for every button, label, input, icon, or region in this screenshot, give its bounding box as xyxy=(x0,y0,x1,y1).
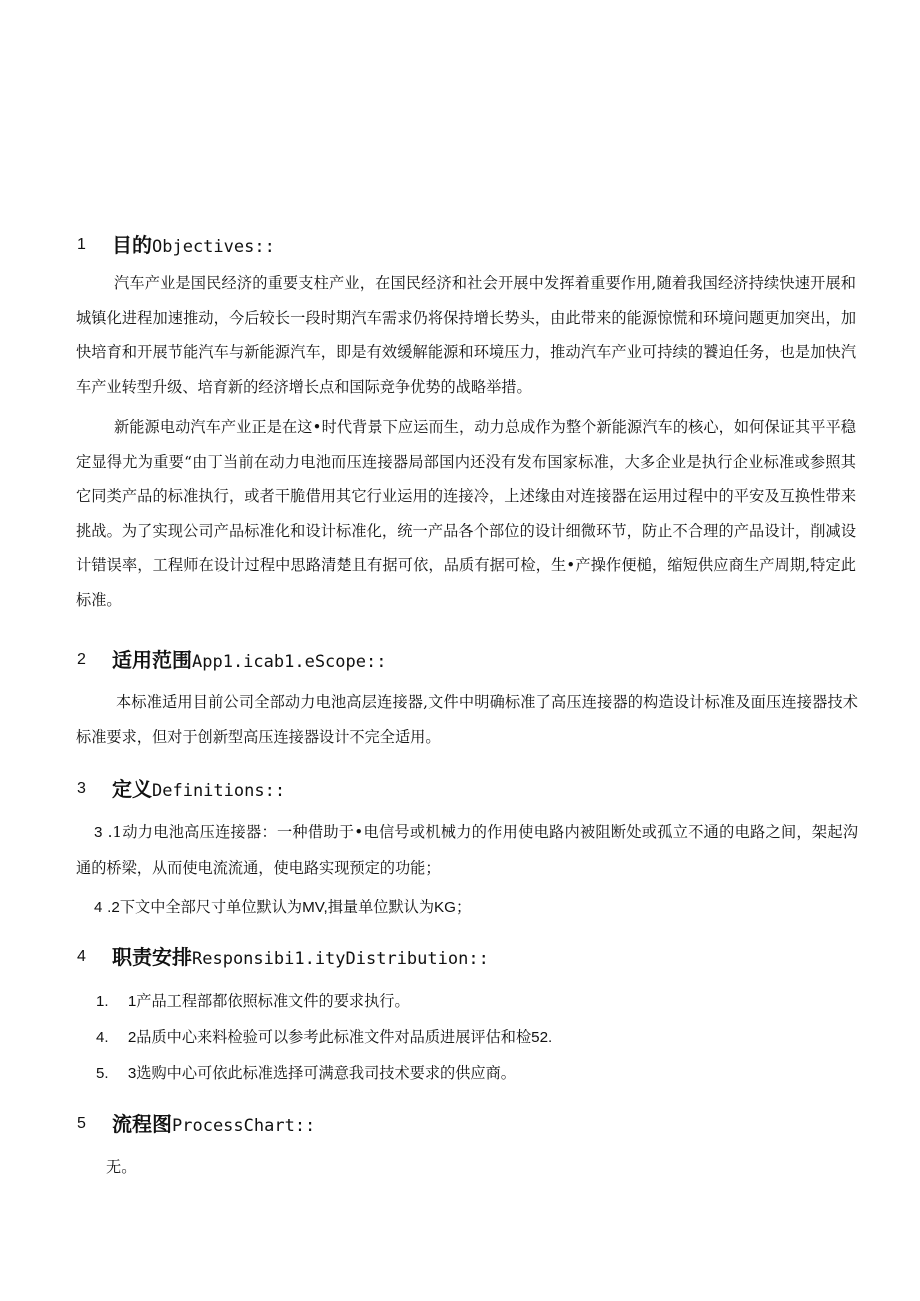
definition-item xyxy=(76,815,858,885)
definition-item-text: .2下文中全部尺寸单位默认为MV,揖量单位默认为KG； xyxy=(107,899,472,916)
responsibility-item xyxy=(96,984,410,1020)
responsibility-item-number: 5. xyxy=(96,1065,109,1082)
definition-item-number: 3 xyxy=(94,824,103,841)
objectives-paragraph-2: 新能源电动汽车产业正是在这•时代背景下应运而生，动力总成作为整个新能源汽车的核心，如何保证其平平稳定显得尤为重要“由丁当前在动力电池而压连接器局部国内还没有发布国家标准，大多企业是执行企业标准或参照其它同类产品的标准执行，或者干脆借用其它行业运用的连接冷，上述缘由对连接器在运用过程中的平安及互换性带来挑战。为了实现公司产品标准化和设计标准化，统一产品各个部位的设计细微环节，防止不合理的产品设计，削减设计错误率，工程师在设计过程中思路清楚且有据可依，品质有据可检，生•产操作便槌，缩短供应商生产周期,特定此标准。 xyxy=(76,418,856,609)
section-title-en: App1.icab1.eScope:: xyxy=(192,652,387,672)
section-title-zh: 职责安排 xyxy=(112,945,192,969)
responsibility-item-number: 1. xyxy=(96,993,109,1010)
process-chart-content: 无。 xyxy=(106,1158,137,1176)
section-number: 3 xyxy=(77,780,86,797)
section-number: 5 xyxy=(77,1115,86,1132)
section-heading-objectives xyxy=(0,229,920,261)
section-title-zh: 定义 xyxy=(112,777,152,801)
scope-paragraph: 本标准适用目前公司全部动力电池高层连接器,文件中明确标准了高压连接器的构造设计标准及面压连接器技术标准要求，但对于创新型高压连接器设计不完全适用。 xyxy=(76,693,858,746)
responsibility-item xyxy=(96,1020,552,1056)
objectives-paragraph-1: 汽车产业是国民经济的重要支柱产业，在国民经济和社会开展中发挥着重要作用,随着我国经济持续快速开展和城镇化进程加速推动，今后较长一段时期汽车需求仍将保持增长势头，由此带来的能源惊慌和环境问题更加突出，加快培育和开展节能汽车与新能源汽车，即是有效缓解能源和环境压力，推动汽车产业可持续的饕迫任务，也是加快汽车产业转型升级、培育新的经济增长点和国际竞争优势的战略举措。 xyxy=(76,274,856,396)
section-title-en: Responsibi1.ityDistribution:: xyxy=(192,949,489,969)
section-title-zh: 流程图 xyxy=(112,1112,172,1136)
section-heading-scope xyxy=(0,644,920,676)
responsibility-item-text: 2品质中心来料检验可以参考此标准文件对品质进展评估和检52. xyxy=(127,1029,553,1046)
section-number: 2 xyxy=(77,651,86,668)
section-title xyxy=(112,1108,315,1142)
section-heading-responsibility xyxy=(0,941,920,973)
definition-item xyxy=(94,890,471,926)
section-title xyxy=(112,941,489,975)
section-title-zh: 目的 xyxy=(112,233,152,257)
section-title-en: ProcessChart:: xyxy=(172,1116,316,1136)
section-title-zh: 适用范围 xyxy=(112,648,192,672)
responsibility-item-text: 1产品工程部都依照标准文件的要求执行。 xyxy=(127,993,410,1010)
definition-item-number: 4 xyxy=(94,899,103,916)
responsibility-item-number: 4. xyxy=(96,1029,109,1046)
responsibility-item xyxy=(96,1056,516,1092)
responsibility-item-text: 3选购中心可依此标准选择可满意我司技术要求的供应商。 xyxy=(127,1065,516,1082)
section-title-en: Definitions:: xyxy=(152,781,286,801)
section-heading-definitions xyxy=(0,773,920,805)
definition-item-text: .1动力电池高压连接器：一种借助于•电信号或机械力的作用使电路内被阻断处或孤立不通的电路之间，架起沟通的桥梁，从而使电流流通，使电路实现预定的功能； xyxy=(76,823,859,877)
section-title xyxy=(112,773,285,807)
section-title xyxy=(112,644,386,678)
section-number: 1 xyxy=(77,236,86,253)
section-number: 4 xyxy=(77,948,86,965)
section-heading-process-chart xyxy=(0,1108,920,1140)
section-title xyxy=(112,229,275,263)
section-title-en: Objectives:: xyxy=(152,237,275,257)
